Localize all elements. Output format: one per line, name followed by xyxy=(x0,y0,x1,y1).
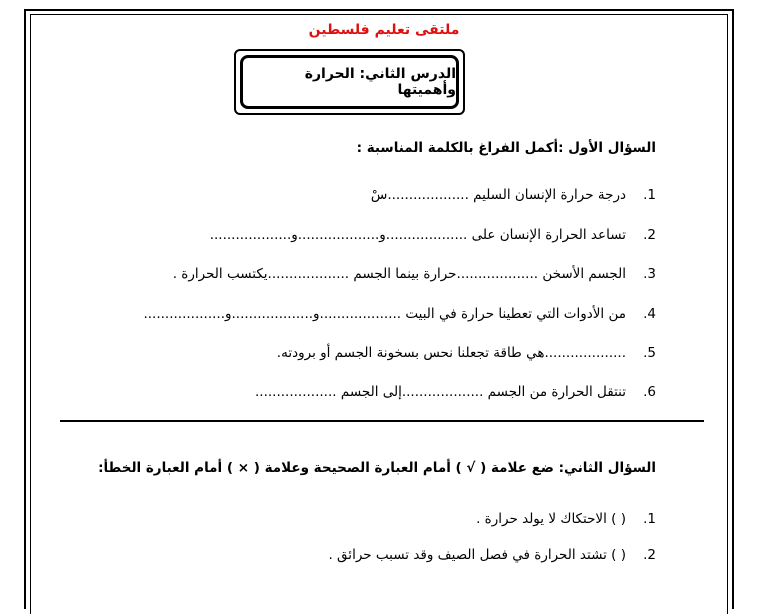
q1-item-4 xyxy=(143,306,656,322)
item-number: 6. xyxy=(643,384,656,400)
item-text: درجة حرارة الإنسان السليم ...................سْ xyxy=(370,187,626,203)
item-number: 1. xyxy=(643,511,656,527)
q1-item-3 xyxy=(173,266,656,282)
item-number: 1. xyxy=(643,187,656,203)
question-1-title: السؤال الأول :أكمل الفراغ بالكلمة المناسبة : xyxy=(356,140,656,156)
section-divider xyxy=(60,420,704,422)
item-text: تنتقل الحرارة من الجسم ...................إلى الجسم ................... xyxy=(255,384,626,400)
q1-item-6 xyxy=(255,384,656,400)
lesson-title: الدرس الثاني: الحرارة وأهميتها xyxy=(240,55,459,109)
item-text: ...................هي طاقة تجعلنا نحس بسخونة الجسم أو برودته. xyxy=(276,345,626,361)
q1-item-1 xyxy=(371,187,656,203)
q1-item-2 xyxy=(210,227,656,243)
item-number: 3. xyxy=(643,266,656,282)
q2-item-1 xyxy=(476,511,656,527)
item-text: الجسم الأسخن ...................حرارة بينما الجسم ...................يكتسب الحرارة . xyxy=(172,266,626,282)
item-number: 2. xyxy=(643,547,656,563)
question-2-title: السؤال الثاني: ضع علامة ( √ ) أمام العبارة الصحيحة وعلامة ( × ) أمام العبارة الخطأ: xyxy=(98,460,656,476)
item-text: تساعد الحرارة الإنسان على ...................و...................و................... xyxy=(209,227,626,243)
q1-item-5 xyxy=(277,345,656,361)
item-number: 4. xyxy=(643,306,656,322)
item-number: 2. xyxy=(643,227,656,243)
item-number: 5. xyxy=(643,345,656,361)
item-text: ( ) تشتد الحرارة في فصل الصيف وقد تسبب حرائق . xyxy=(328,547,626,563)
item-text: ( ) الاحتكاك لا يولد حرارة . xyxy=(476,511,626,527)
q2-item-2 xyxy=(328,547,656,563)
site-header: ملتقى تعليم فلسطين xyxy=(308,22,460,38)
item-text: من الأدوات التي تعطينا حرارة في البيت ...................و...................و................... xyxy=(143,306,626,322)
